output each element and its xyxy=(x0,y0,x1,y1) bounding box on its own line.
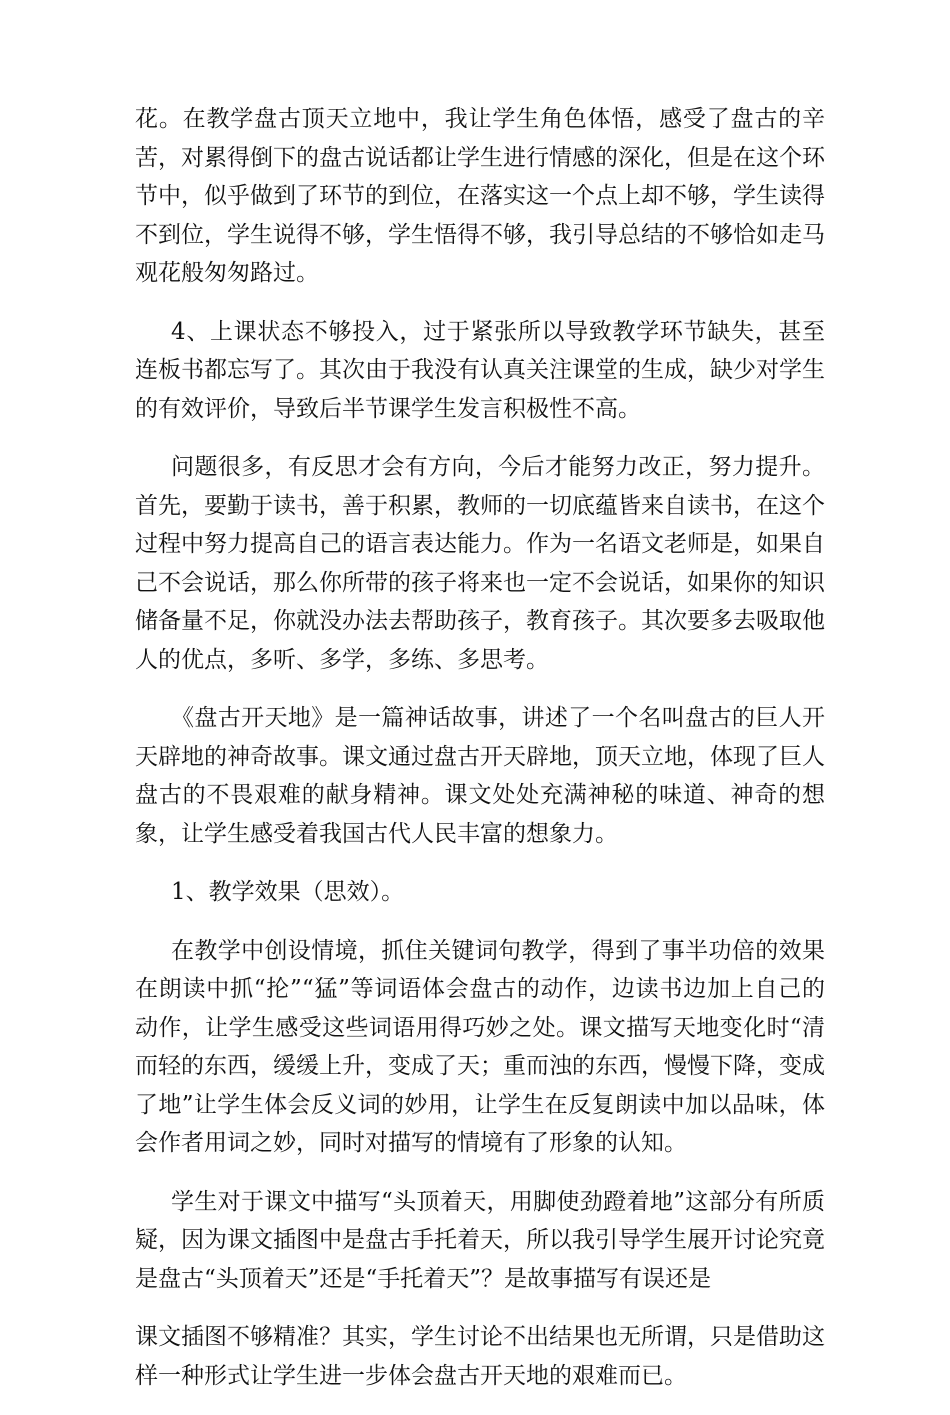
paragraph-reflection: 问题很多，有反思才会有方向，今后才能努力改正，努力提升。首先，要勤于读书，善于积累，教师的一切底蕴皆来自读书，在这个过程中努力提高自己的语言表达能力。作为一名语文老师是，如果自己不会说话，那么你所带的孩子将来也一定不会说话，如果你的知识储备量不足，你就没办法去帮助孩子，教育孩子。其次要多去吸取他人的优点，多听、多学，多练、多思考。 xyxy=(135,454,825,673)
paragraph-text-intro: 《盘古开天地》是一篇神话故事，讲述了一个名叫盘古的巨人开天辟地的神奇故事。课文通过盘古开天辟地，顶天立地，体现了巨人盘古的不畏艰难的献身精神。课文处处充满神秘的味道、神奇的想象，让学生感受着我国古代人民丰富的想象力。 xyxy=(135,705,825,847)
paragraph-heading-effect: 1、教学效果（思效）。 xyxy=(171,879,405,905)
paragraph-continuation: 花。在教学盘古顶天立地中，我让学生角色体悟，感受了盘古的辛苦，对累得倒下的盘古说话都让学生进行情感的深化，但是在这个环节中，似乎做到了环节的到位，在落实这一个点上却不够，学生读得不到位，学生说得不够，学生悟得不够，我引导总结的不够恰如走马观花般匆匆路过。 xyxy=(135,106,825,286)
paragraph-point-4: 4、上课状态不够投入，过于紧张所以导致教学环节缺失，甚至连板书都忘写了。其次由于我没有认真关注课堂的生成，缺少对学生的有效评价，导致后半节课学生发言积极性不高。 xyxy=(135,318,825,422)
paragraph-teaching-method: 在教学中创设情境，抓住关键词句教学，得到了事半功倍的效果在朗读中抓“抡”“猛”等词语体会盘古的动作，边读书边加上自己的动作，让学生感受这些词语用得巧妙之处。课文描写天地变化时“清而轻的东西，缓缓上升，变成了天；重而浊的东西，慢慢下降，变成了地”让学生体会反义词的妙用，让学生在反复朗读中加以品味，体会作者用词之妙，同时对描写的情境有了形象的认知。 xyxy=(135,937,825,1156)
paragraph-student-question: 学生对于课文中描写“头顶着天，用脚使劲蹬着地”这部分有所质疑，因为课文插图中是盘古手托着天，所以我引导学生展开讨论究竟是盘古“头顶着天”还是“手托着天”？是故事描写有误还是 xyxy=(135,1188,825,1292)
paragraph-conclusion: 课文插图不够精准？其实，学生讨论不出结果也无所谓，只是借助这样一种形式让学生进一步体会盘古开天地的艰难而已。 xyxy=(135,1324,825,1389)
document-body xyxy=(135,100,825,1415)
